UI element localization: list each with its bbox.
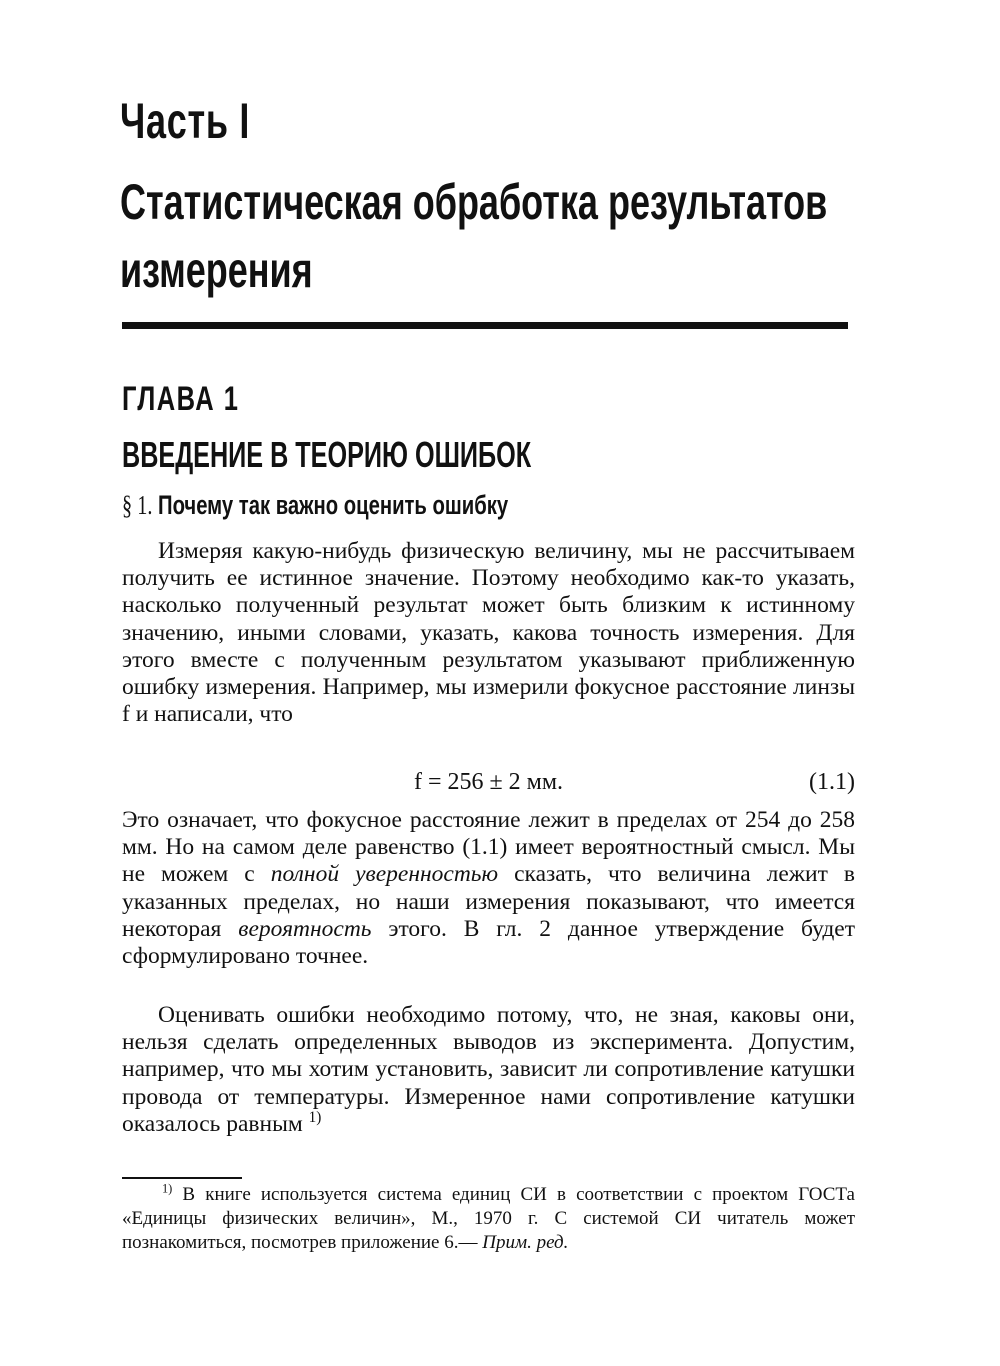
editor-note: Прим. ред. (482, 1232, 569, 1253)
paragraph-2-text: Это означает, что фокусное расстояние лежит в пределах от 254 до 258 мм. Но на самом деле равенство (1.1) имеет вероятностный смысл. Мы не можем с (122, 807, 855, 888)
footnote-text: В книге используется система единиц СИ в соответствии с проектом ГОСТа «Единицы физических величин», М., 1970 г. С системой СИ читатель может познакомиться, посмотрев приложение 6.— (122, 1184, 855, 1253)
footnote-rule (122, 1177, 242, 1179)
part-title: Статистическая обработка результатов измерения (120, 174, 828, 298)
chapter-label: ГЛАВА 1 (122, 380, 240, 418)
equation-number: (1.1) (809, 769, 855, 795)
part-label: Часть I (120, 93, 251, 149)
section-title: Почему так важно оценить ошибку (158, 490, 509, 520)
part-divider-rule (122, 322, 848, 329)
paragraph-2-text: сказать, что величина лежит в указанных пределах, но наши измерения показывают, что имеется некоторая (122, 861, 855, 942)
emphasis-probability: вероятность (238, 915, 372, 942)
footnote (122, 1183, 855, 1255)
footnote-mark: 1) (162, 1181, 173, 1196)
footnote-reference: 1) (308, 1108, 322, 1126)
paragraph-3-text: Оценивать ошибки необходимо потому, что, не зная, каковы они, нельзя сделать определенных выводов из эксперимента. Допустим, например, что мы хотим установить, зависит ли сопротивление катушки провода от температуры. Измеренное нами сопротивление катушки оказалось равным (122, 1002, 855, 1137)
footnote-body (122, 1183, 855, 1255)
paragraph-1: Измеряя какую-нибудь физическую величину, мы не рассчитываем получить ее истинное значение. Поэтому необходимо как-то указать, насколько полученный результат может быть близким к истинному значению, иными словами, указать, какова точность измерения. Для этого вместе с полученным результатом указывают приближенную ошибку измерения. Например, мы измерили фокусное расстояние линзы f и написали, что (122, 538, 855, 728)
emphasis-full-certainty: полной уверенностью (270, 861, 499, 888)
section-number: § 1. (122, 490, 153, 520)
paragraph-2-text: этого. В гл. 2 данное утверждение будет сформулировано точнее. (122, 915, 855, 970)
paragraph-2 (122, 807, 855, 970)
chapter-title: ВВЕДЕНИЕ В ТЕОРИЮ ОШИБОК (122, 434, 532, 475)
equation-1-1 (122, 769, 855, 799)
equation-text: f = 256 ± 2 мм. (413, 769, 564, 795)
section-heading (122, 490, 508, 521)
paragraph-3 (122, 1002, 855, 1138)
